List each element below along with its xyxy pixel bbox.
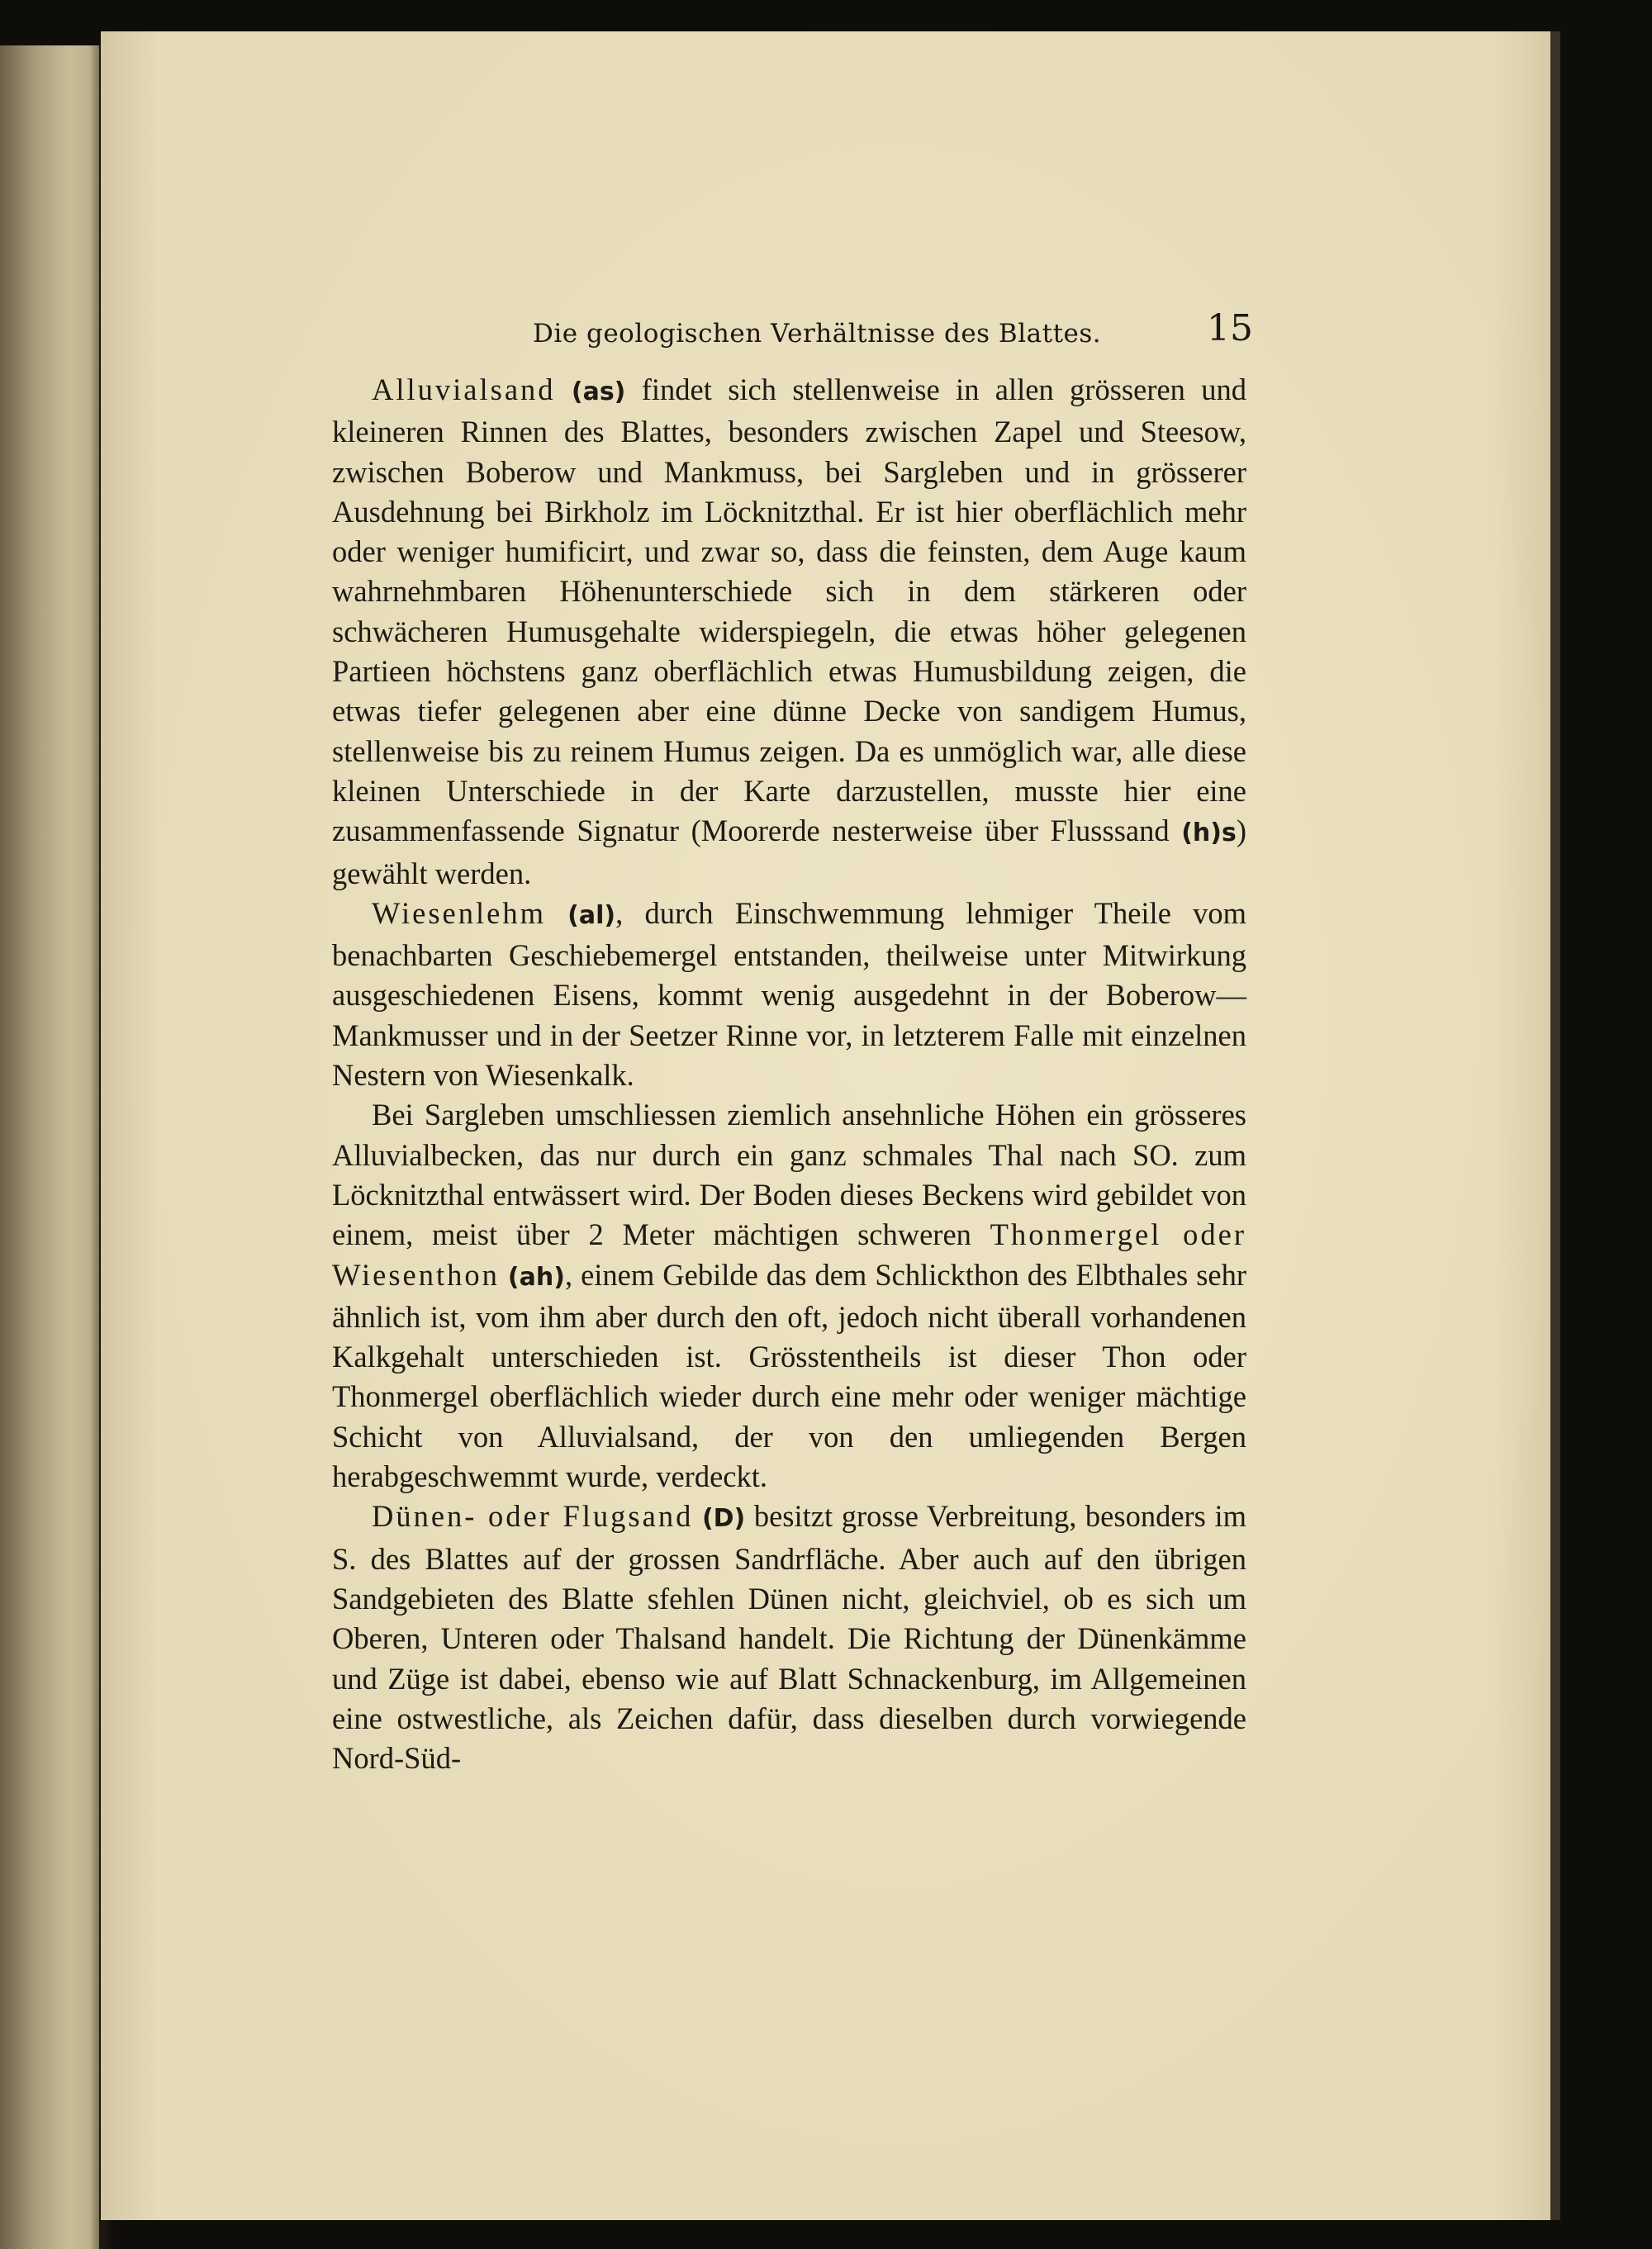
symbol-hs: (h)s [1181, 818, 1237, 848]
paragraph-text: findet sich stellenweise in allen grösseren und kleineren Rinnen des Blattes, besonders zwischen Zapel und Steesow, zwischen Boberow und Mankmuss, bei Sargleben und in grösserer Ausdehnung bei Birkholz im Löcknitzthal. Er ist hier oberflächlich mehr oder weniger humificirt, und zwar so, dass die feinsten, dem Auge kaum wahrnehmbaren Höhenunterschiede sich in dem stärkeren oder schwächeren Humusgehalte widerspiegeln, die etwas höher gelegenen Partieen höchstens ganz oberflächlich etwas Humusbildung zeigen, die etwas tiefer gelegenen aber eine dünne Decke von sandigem Humus, stellenweise bis zu reinem Humus zeigen. Da es unmöglich war, alle diese kleinen Unterschiede in der Karte darzustellen, musste hier eine zusammenfassende Signatur (Moorerde nesterweise über Flusssand [332, 372, 1247, 848]
paragraph-text: ) gewählt werden. [332, 814, 1246, 890]
paragraph-text: besitzt grosse Verbreitung, besonders im S. des Blattes auf der grossen Sandrfläche. Aber auch auf den übrigen Sandgebieten des Blatte sfehlen Dünen nicht, gleichviel, ob es sich um Oberen, Unteren oder Thalsand handelt. Die Richtung der Dünenkämme und Züge ist dabei, ebenso wie auf Blatt Schnackenburg, im Allgemeinen eine ostwestliche, als Zeichen dafür, dass dieselben durch vorwiegende Nord-Süd- [332, 1499, 1247, 1776]
symbol-as: (as) [571, 377, 626, 406]
term-thonmergel: Thonmergel oder Wiesenthon [332, 1217, 1246, 1292]
paragraph-duenensand [332, 1497, 1246, 1778]
term-wiesenlehm: Wiesenlehm [372, 895, 546, 930]
paragraph-text: , einem Gebilde das dem Schlickthon des Elbthales sehr ähnlich ist, vom ihm aber durch den oft, jedoch nicht überall vorhandenen Kalkgehalt unterschieden ist. Grösstentheils ist dieser Thon oder Thonmergel oberflächlich wieder durch eine mehr oder weniger mächtige Schicht von Alluvialsand, der von den umliegenden Bergen herabgeschwemmt wurde, verdeckt. [332, 1257, 1246, 1494]
body-text [332, 370, 1246, 1778]
running-head [533, 307, 1253, 357]
term-duenensand: Dünen- oder Flugsand [372, 1499, 694, 1534]
paragraph-wiesenlehm [332, 894, 1246, 1095]
symbol-d: (D) [701, 1504, 746, 1534]
symbol-al: (al) [567, 900, 616, 930]
running-title: Die geologischen Verhältnisse des Blattes. [533, 319, 1102, 349]
page-number: 15 [1207, 307, 1253, 349]
paragraph-alluvialsand [332, 370, 1246, 894]
left-page-edge [0, 45, 99, 2249]
right-page-edge [1550, 31, 1560, 2220]
term-alluvialsand: Alluvialsand [372, 372, 556, 406]
paragraph-text: Bei Sargleben umschliessen ziemlich ansehnliche Höhen ein grösseres Alluvialbecken, das nur durch ein ganz schmales Thal nach SO. zum Löcknitzthal entwässert wird. Der Boden dieses Beckens wird gebildet von einem, meist über 2 Meter mächtigen schweren [332, 1098, 1246, 1252]
symbol-ah: (ah) [507, 1262, 565, 1292]
paragraph-text: , durch Einschwemmung lehmiger Theile vom benachbarten Geschiebemergel entstanden, theilweise unter Mitwirkung ausgeschiedenen Eisens, kommt wenig ausgedehnt in der Boberow—Mankmusser und in der Seetzer Rinne vor, in letzterem Falle mit einzelnen Nestern von Wiesenkalk. [332, 895, 1246, 1093]
paragraph-sargleben [332, 1095, 1246, 1497]
